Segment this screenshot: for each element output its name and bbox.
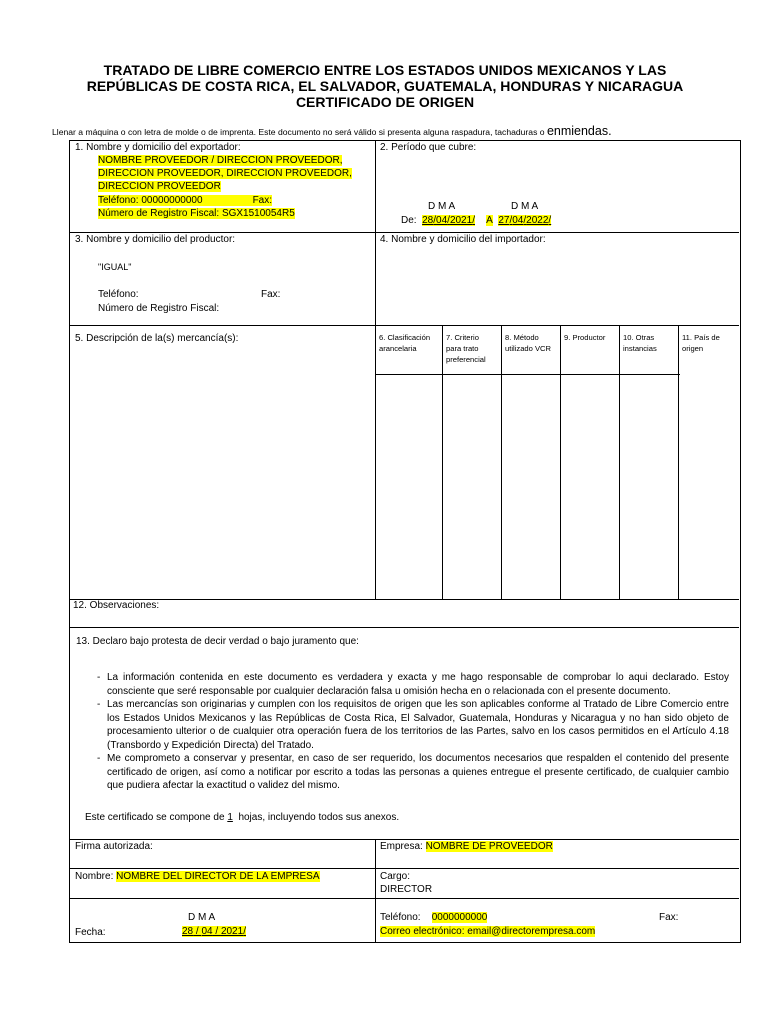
page-count: Este certificado se compone de 1 hojas, incluyendo todos sus anexos. [85, 812, 400, 823]
fax-label: Fax: [659, 912, 679, 923]
column-divider [375, 839, 376, 943]
exporter-address-line-3: DIRECCION PROVEEDOR [98, 181, 221, 192]
instructions-last-word: enmiendas. [546, 124, 612, 138]
correo: Correo electrónico: email@directorempresa.com [380, 926, 596, 937]
column-divider [375, 325, 376, 599]
goods-label: 5. Descripción de la(s) mercancía(s): [75, 333, 239, 344]
exporter-phone: Teléfono: 00000000000 Fax: [98, 195, 273, 206]
row-divider [70, 868, 739, 869]
row-divider [70, 325, 739, 326]
instructions-text: Llenar a máquina o con letra de molde o de imprenta. Este documento no será válido si presenta alguna raspadura, tachaduras o [52, 127, 545, 137]
declaration-item-3: - Me comprometo a conservar y presentar, en caso de ser requerido, los documentos necesarios que respalden el contenido del presente certificado de origen, así como a notificar por escrito a todas las personas a quienes entregue el presente certificado, de cualquier cambio que pudiera afectar la exactitud o validez del mismo. [97, 753, 729, 792]
col-11-header: 11. País de origen [682, 333, 720, 353]
fecha-label: Fecha: [75, 927, 106, 938]
firma-label: Firma autorizada: [75, 841, 153, 852]
cargo-value: DIRECTOR [380, 884, 433, 895]
telefono: Teléfono: 0000000000 [380, 912, 488, 923]
row-divider [70, 627, 739, 628]
exporter-address-line-1: NOMBRE PROVEEDOR / DIRECCION PROVEEDOR, [98, 155, 343, 166]
period-label: 2. Período que cubre: [380, 142, 477, 153]
column-divider [375, 141, 376, 327]
col-10-header: 10. Otras instancias [623, 333, 657, 353]
row-divider [70, 839, 739, 840]
instructions [52, 124, 752, 138]
empresa: Empresa: NOMBRE DE PROVEEDOR [380, 841, 553, 852]
document-title [40, 62, 730, 110]
col-7-header: 7. Criterio para trato preferencial [446, 333, 486, 364]
importer-label: 4. Nombre y domicilio del importador: [380, 234, 546, 245]
row-divider [70, 232, 739, 233]
declaration-label: 13. Declaro bajo protesta de decir verdad o bajo juramento que: [76, 636, 359, 647]
col-9-header: 9. Productor [564, 333, 606, 342]
period-from-dma: D M A [428, 201, 456, 212]
title-line-1: TRATADO DE LIBRE COMERCIO ENTRE LOS ESTADOS UNIDOS MEXICANOS Y LAS [103, 62, 667, 78]
cargo-label: Cargo: [380, 871, 411, 882]
column-divider [619, 325, 620, 599]
fecha-dma: D M A [188, 912, 216, 923]
declaration-item-2: - Las mercancías son originarias y cumplen con los requisitos de origen que les son aplicables conforme al Tratado de Libre Comercio entre los Estados Unidos Mexicanos y las Repúblicas de Costa Rica, El Salvador, Guatemala, Honduras y Nicaragua y no han sido objeto de procesamiento ulterior o de cualquier otra operación fuera de los territorios de las Partes, salvo en los casos permitidos en el Artículo 4.18 (Transbordo y Expedición Directa) del Tratado. [97, 699, 729, 751]
column-divider [442, 325, 443, 599]
column-divider [560, 325, 561, 599]
exporter-tax-id: Número de Registro Fiscal: SGX1510054R5 [98, 208, 295, 219]
period-range: De: 28/04/2021/ A 27/04/2022/ [401, 215, 552, 226]
nombre: Nombre: NOMBRE DEL DIRECTOR DE LA EMPRESA [75, 871, 320, 882]
column-divider [678, 325, 679, 599]
column-header-divider [375, 374, 680, 375]
col-8-header: 8. Método utilizado VCR [505, 333, 552, 353]
producer-tax-label: Número de Registro Fiscal: [98, 303, 220, 314]
period-to-dma: D M A [511, 201, 539, 212]
certificate-form [69, 140, 741, 943]
col-6-header: 6. Clasificación arancelaria [379, 333, 431, 353]
column-divider [501, 325, 502, 599]
declaration-item-1: - La información contenida en este documento es verdadera y exacta y me hago responsable de comprobar lo aqui declarado. Estoy consciente que seré responsable por cualquier declaración falsa u omisión hecha en o relacionada con el presente documento. [97, 672, 729, 697]
exporter-label: 1. Nombre y domicilio del exportador: [75, 142, 241, 153]
row-divider [70, 898, 739, 899]
row-divider [70, 599, 739, 600]
exporter-address-line-2: DIRECCION PROVEEDOR, DIRECCION PROVEEDOR, [98, 168, 352, 179]
title-line-3: CERTIFICADO DE ORIGEN [295, 94, 475, 110]
producer-value: "IGUAL" [98, 262, 132, 272]
producer-phone-label: Teléfono: [98, 289, 139, 300]
title-line-2: REPÚBLICAS DE COSTA RICA, EL SALVADOR, GUATEMALA, HONDURAS Y NICARAGUA [86, 78, 684, 94]
producer-label: 3. Nombre y domicilio del productor: [75, 234, 236, 245]
observations-label: 12. Observaciones: [73, 600, 160, 611]
fecha-value: 28 / 04 / 2021/ [182, 926, 246, 937]
producer-fax-label: Fax: [261, 289, 281, 300]
